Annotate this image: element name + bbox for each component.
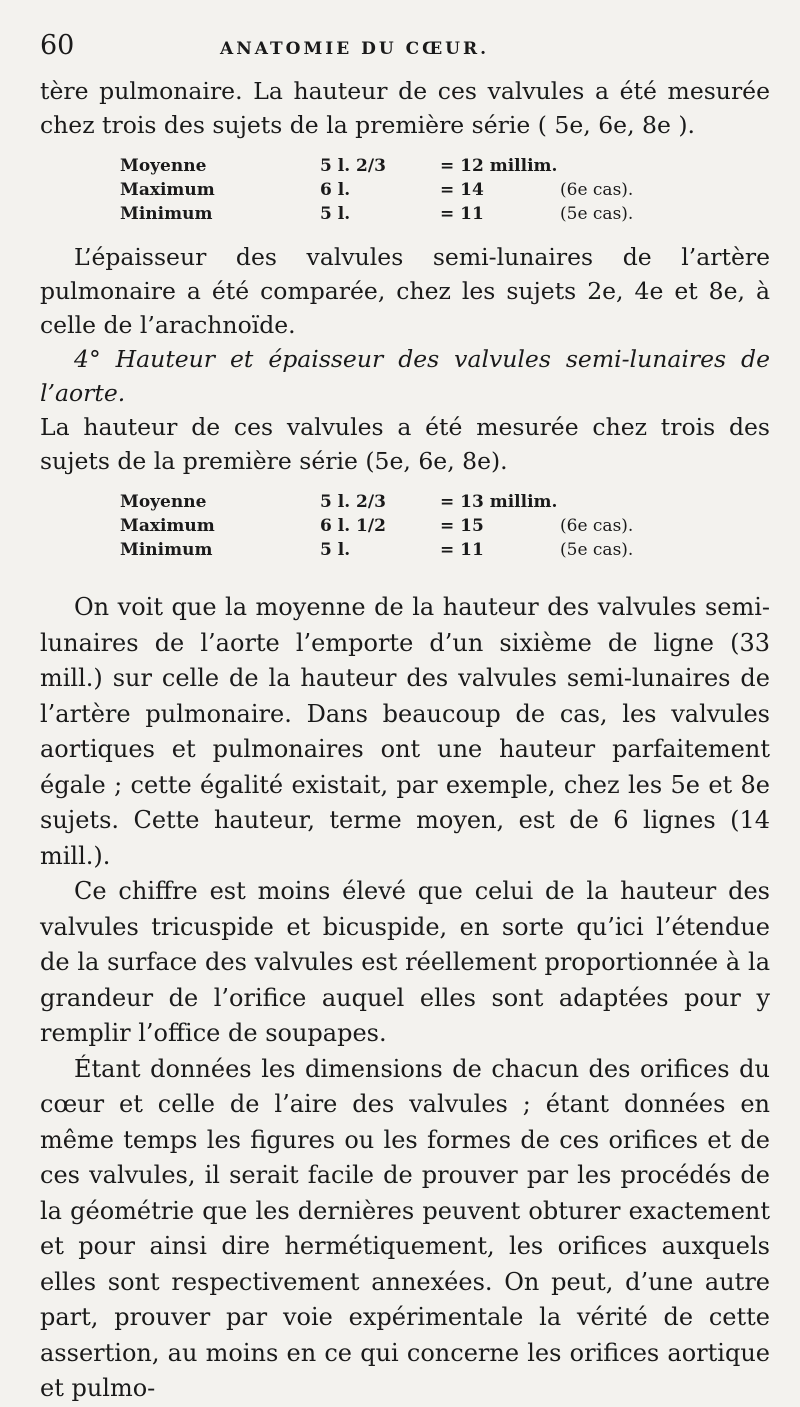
measurement-table-pulmonary — [120, 154, 770, 226]
paragraph-1: tère pulmonaire. La hauteur de ces valvules a été mesurée chez trois des sujets de la première série ( 5e, 6e, 8e ). — [40, 77, 770, 139]
paragraph-5: Ce chiffre est moins élevé que celui de la hauteur des valvules tricuspide et bicuspide, en sorte qu’ici l’étendue de la surface des valvules est réellement proportionnée à la grandeur de l’orifice auquel elles sont adaptées pour y remplir l’office de soupapes. — [40, 877, 770, 1047]
row-lines: 6 l. 1/2 — [320, 516, 386, 536]
row-case: (6e cas). — [560, 516, 634, 536]
running-head: ANATOMIE DU CŒUR. — [220, 39, 490, 59]
row-mm: = 13 millim. — [440, 492, 558, 512]
paragraph-4: On voit que la moyenne de la hauteur des valvules semi-lunaires de l’aorte l’emporte d’un sixième de ligne (33 mill.) sur celle de la hauteur des valvules semi-lunaires de l’artère pulmonaire. Dans beaucoup de cas, les valvules aortiques et pulmonaires ont une hauteur parfaitement égale ; cette égalité existait, par exemple, chez les 5e et 8e sujets. Cette hauteur, terme moyen, est de 6 lignes (14 mill.). — [40, 593, 770, 870]
row-lines: 5 l. 2/3 — [320, 156, 386, 176]
measurement-table-aorta — [120, 490, 770, 562]
row-label: Maximum — [120, 180, 215, 200]
row-case: (5e cas). — [560, 204, 634, 224]
table-row — [120, 538, 770, 562]
row-mm: = 11 — [440, 540, 484, 560]
row-case: (6e cas). — [560, 180, 634, 200]
page-number: 60 — [40, 30, 75, 61]
paragraph-2: L’épaisseur des valvules semi-lunaires de l’artère pulmonaire a été comparée, chez les sujets 2e, 4e et 8e, à celle de l’arachnoïde. — [40, 243, 770, 339]
table-row — [120, 490, 770, 514]
row-mm: = 11 — [440, 204, 484, 224]
paragraph-3: La hauteur de ces valvules a été mesurée chez trois des sujets de la première série (5e, 6e, 8e). — [40, 413, 770, 475]
row-mm: = 15 — [440, 516, 484, 536]
table-row — [120, 178, 770, 202]
table-row — [120, 154, 770, 178]
paragraph-6: Étant données les dimensions de chacun des orifices du cœur et celle de l’aire des valvules ; étant données en même temps les figures ou les formes de ces orifices et de ces valvules, il serait facile de prouver par les procédés de la géométrie que les dernières peuvent obturer exactement et pour ainsi dire hermétiquement, les orifices auxquels elles sont respectivement annexées. On peut, d’une autre part, prouver par voie expérimentale la vérité de cette assertion, au moins en ce qui concerne les orifices aortique et pulmo- — [40, 1054, 770, 1402]
section-heading — [40, 342, 770, 410]
row-label: Minimum — [120, 204, 213, 224]
row-label: Moyenne — [120, 492, 207, 512]
page-header — [40, 30, 770, 74]
row-lines: 5 l. — [320, 204, 351, 224]
row-case: (5e cas). — [560, 540, 634, 560]
row-lines: 6 l. — [320, 180, 351, 200]
row-lines: 5 l. — [320, 540, 351, 560]
row-label: Moyenne — [120, 156, 207, 176]
section-heading-text: 4° Hauteur et épaisseur des valvules semi-lunaires de l’aorte. — [40, 345, 770, 407]
row-label: Minimum — [120, 540, 213, 560]
row-lines: 5 l. 2/3 — [320, 492, 386, 512]
row-mm: = 12 millim. — [440, 156, 558, 176]
row-label: Maximum — [120, 516, 215, 536]
body-text — [40, 590, 770, 1407]
row-mm: = 14 — [440, 180, 484, 200]
table-row — [120, 202, 770, 226]
table-row — [120, 514, 770, 538]
